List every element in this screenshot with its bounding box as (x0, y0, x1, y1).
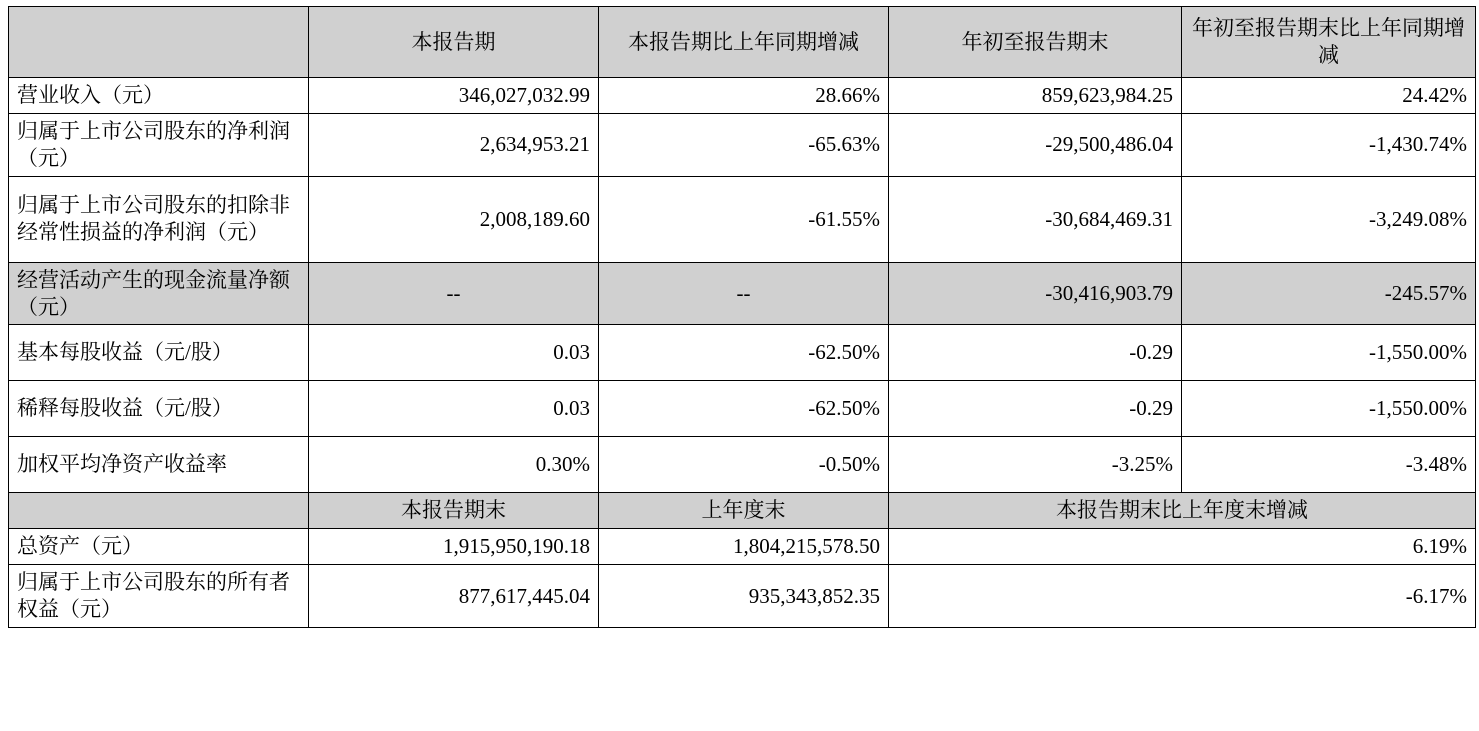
row-value-cash-flow-current: -- (309, 262, 599, 325)
row-value-cash-flow-ytd: -30,416,903.79 (889, 262, 1182, 325)
row-value-basic-eps-current: 0.03 (309, 325, 599, 381)
section-header-change: 本报告期末比上年度末增减 (889, 493, 1476, 529)
row-value-basic-eps-ytd-yoy: -1,550.00% (1182, 325, 1476, 381)
row-value-weighted-roe-current-yoy: -0.50% (599, 437, 889, 493)
section-header-prior-year-end: 上年度末 (599, 493, 889, 529)
row-value-total-assets-period-end: 1,915,950,190.18 (309, 529, 599, 565)
row-value-diluted-eps-current: 0.03 (309, 381, 599, 437)
section-header-row (9, 493, 1476, 529)
row-value-cash-flow-current-yoy: -- (599, 262, 889, 325)
row-label-net-profit-excl-nonrecurring: 归属于上市公司股东的扣除非经常性损益的净利润（元） (9, 176, 309, 262)
row-label-total-assets: 总资产（元） (9, 529, 309, 565)
row-label-diluted-eps: 稀释每股收益（元/股） (9, 381, 309, 437)
header-corner-cell (9, 7, 309, 78)
table-row (9, 565, 1476, 628)
row-value-total-assets-change: 6.19% (889, 529, 1476, 565)
row-label-operating-cash-flow: 经营活动产生的现金流量净额（元） (9, 262, 309, 325)
row-value-equity-prior-year-end: 935,343,852.35 (599, 565, 889, 628)
row-value-weighted-roe-ytd-yoy: -3.48% (1182, 437, 1476, 493)
section-header-corner (9, 493, 309, 529)
row-value-equity-change: -6.17% (889, 565, 1476, 628)
financial-summary-table (8, 6, 1476, 628)
row-value-equity-period-end: 877,617,445.04 (309, 565, 599, 628)
row-label-net-profit: 归属于上市公司股东的净利润（元） (9, 113, 309, 176)
row-value-net-profit-ytd-yoy: -1,430.74% (1182, 113, 1476, 176)
row-value-total-assets-prior-year-end: 1,804,215,578.50 (599, 529, 889, 565)
table-row (9, 437, 1476, 493)
row-value-net-profit-excl-current-yoy: -61.55% (599, 176, 889, 262)
table-row (9, 529, 1476, 565)
row-value-revenue-current-yoy: 28.66% (599, 78, 889, 114)
row-value-diluted-eps-current-yoy: -62.50% (599, 381, 889, 437)
row-value-weighted-roe-current: 0.30% (309, 437, 599, 493)
table-row (9, 325, 1476, 381)
table-row (9, 78, 1476, 114)
table-row (9, 381, 1476, 437)
row-label-weighted-roe: 加权平均净资产收益率 (9, 437, 309, 493)
row-label-basic-eps: 基本每股收益（元/股） (9, 325, 309, 381)
row-value-net-profit-excl-ytd: -30,684,469.31 (889, 176, 1182, 262)
row-value-cash-flow-ytd-yoy: -245.57% (1182, 262, 1476, 325)
row-value-basic-eps-current-yoy: -62.50% (599, 325, 889, 381)
table-row (9, 113, 1476, 176)
row-value-basic-eps-ytd: -0.29 (889, 325, 1182, 381)
row-value-diluted-eps-ytd: -0.29 (889, 381, 1182, 437)
row-label-revenue: 营业收入（元） (9, 78, 309, 114)
row-value-revenue-current: 346,027,032.99 (309, 78, 599, 114)
row-label-equity-attributable: 归属于上市公司股东的所有者权益（元） (9, 565, 309, 628)
row-value-net-profit-current: 2,634,953.21 (309, 113, 599, 176)
header-col-ytd: 年初至报告期末 (889, 7, 1182, 78)
row-value-net-profit-current-yoy: -65.63% (599, 113, 889, 176)
row-value-net-profit-ytd: -29,500,486.04 (889, 113, 1182, 176)
section-header-period-end: 本报告期末 (309, 493, 599, 529)
row-value-net-profit-excl-ytd-yoy: -3,249.08% (1182, 176, 1476, 262)
header-col-current-period-yoy: 本报告期比上年同期增减 (599, 7, 889, 78)
row-value-net-profit-excl-current: 2,008,189.60 (309, 176, 599, 262)
table-row (9, 176, 1476, 262)
row-value-revenue-ytd: 859,623,984.25 (889, 78, 1182, 114)
table-header-row (9, 7, 1476, 78)
header-col-current-period: 本报告期 (309, 7, 599, 78)
header-col-ytd-yoy: 年初至报告期末比上年同期增减 (1182, 7, 1476, 78)
table-row (9, 262, 1476, 325)
row-value-revenue-ytd-yoy: 24.42% (1182, 78, 1476, 114)
row-value-diluted-eps-ytd-yoy: -1,550.00% (1182, 381, 1476, 437)
row-value-weighted-roe-ytd: -3.25% (889, 437, 1182, 493)
